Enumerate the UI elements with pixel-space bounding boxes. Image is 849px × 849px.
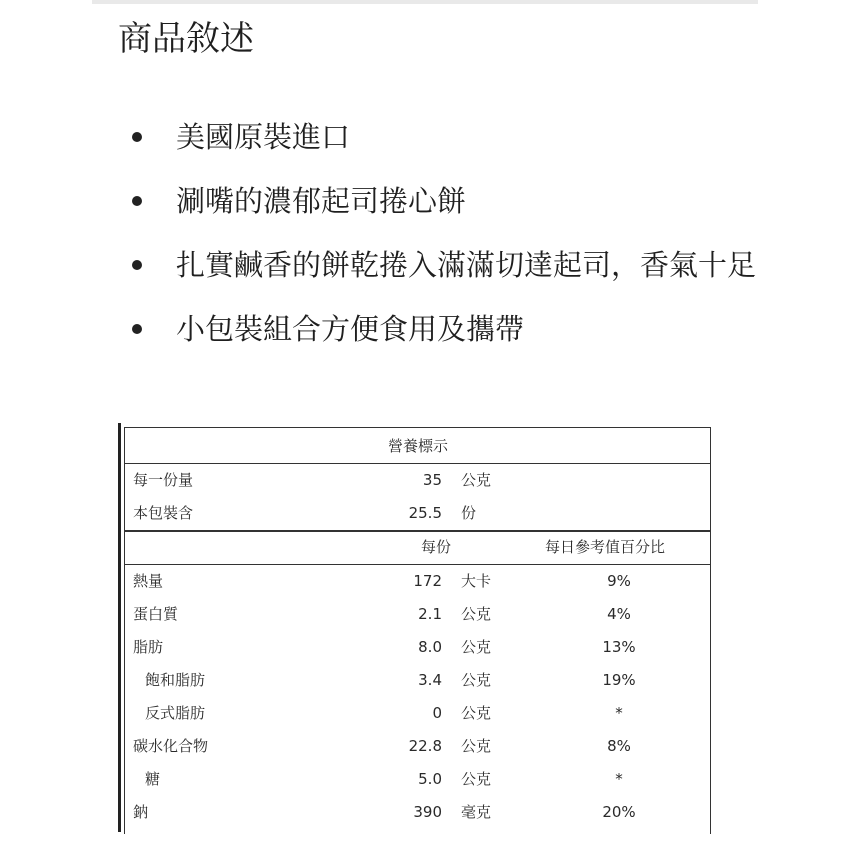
nutrient-daily-value: 19% — [602, 671, 636, 689]
nutrient-name: 鈉 — [133, 803, 149, 821]
feature-list — [118, 116, 768, 372]
list-item — [118, 308, 768, 350]
nutrient-daily-value: 20% — [602, 803, 636, 821]
nutrient-row — [121, 730, 715, 763]
nutrient-row — [121, 697, 715, 730]
nutrient-daily-value: 13% — [602, 638, 636, 656]
column-header-daily-value: 每日參考值百分比 — [545, 538, 666, 556]
nutrient-row — [121, 763, 715, 796]
servings-value: 25.5 — [408, 504, 442, 522]
nutrient-daily-value: * — [615, 704, 623, 722]
nutrient-row — [121, 598, 715, 631]
nutrient-row — [121, 664, 715, 697]
nutrient-unit: 公克 — [461, 704, 492, 722]
nutrient-amount: 8.0 — [418, 638, 442, 656]
nutrient-unit: 公克 — [461, 770, 492, 788]
nutrient-amount: 172 — [413, 572, 442, 590]
column-header-row — [121, 531, 715, 564]
list-item — [118, 244, 768, 286]
nutrient-name: 蛋白質 — [133, 605, 179, 623]
list-item-text: 扎實鹹香的餅乾捲入滿滿切達起司，香氣十足 — [176, 248, 757, 282]
list-item-text: 涮嘴的濃郁起司捲心餅 — [176, 184, 467, 218]
nutrient-unit: 公克 — [461, 671, 492, 689]
list-item — [118, 116, 768, 158]
servings-unit: 份 — [461, 504, 477, 522]
serving-size-label: 每一份量 — [133, 471, 194, 489]
column-header-per-serving: 每份 — [421, 538, 452, 556]
list-item-text: 美國原裝進口 — [176, 120, 351, 154]
bullet-dot-icon — [132, 132, 142, 142]
list-item-text: 小包裝組合方便食用及攜帶 — [176, 312, 525, 346]
nutrient-amount: 390 — [413, 803, 442, 821]
nutrient-name: 脂肪 — [133, 638, 164, 656]
nutrient-unit: 大卡 — [461, 572, 492, 590]
nutrient-amount: 2.1 — [418, 605, 442, 623]
nutrient-row — [121, 796, 715, 829]
list-item — [118, 180, 768, 222]
bullet-dot-icon — [132, 324, 142, 334]
nutrient-amount: 22.8 — [408, 737, 442, 755]
nutrient-amount: 0 — [432, 704, 442, 722]
nutrient-daily-value: * — [615, 770, 623, 788]
nutrient-unit: 毫克 — [461, 803, 492, 821]
bullet-dot-icon — [132, 260, 142, 270]
nutrient-amount: 5.0 — [418, 770, 442, 788]
nutrient-row — [121, 565, 715, 598]
nutrient-name: 飽和脂肪 — [145, 671, 206, 689]
servings-row — [121, 497, 715, 530]
nutrient-row — [121, 631, 715, 664]
nutrient-daily-value: 9% — [607, 572, 631, 590]
nutrition-facts-image — [118, 423, 715, 832]
nutrient-name: 熱量 — [133, 572, 164, 590]
nutrient-unit: 公克 — [461, 638, 492, 656]
nutrient-name: 糖 — [145, 770, 161, 788]
nutrition-title: 營養標示 — [387, 437, 448, 455]
nutrient-unit: 公克 — [461, 737, 492, 755]
section-heading: 商品敘述 — [118, 19, 254, 59]
top-divider — [92, 0, 758, 4]
bullet-dot-icon — [132, 196, 142, 206]
serving-size-unit: 公克 — [461, 471, 492, 489]
nutrient-amount: 3.4 — [418, 671, 442, 689]
nutrient-daily-value: 8% — [607, 737, 631, 755]
nutrient-name: 反式脂肪 — [145, 704, 206, 722]
serving-size-row — [121, 464, 715, 497]
serving-size-value: 35 — [422, 471, 442, 489]
nutrient-daily-value: 4% — [607, 605, 631, 623]
nutrient-name: 碳水化合物 — [133, 737, 209, 755]
nutrient-unit: 公克 — [461, 605, 492, 623]
servings-label: 本包裝含 — [133, 504, 194, 522]
